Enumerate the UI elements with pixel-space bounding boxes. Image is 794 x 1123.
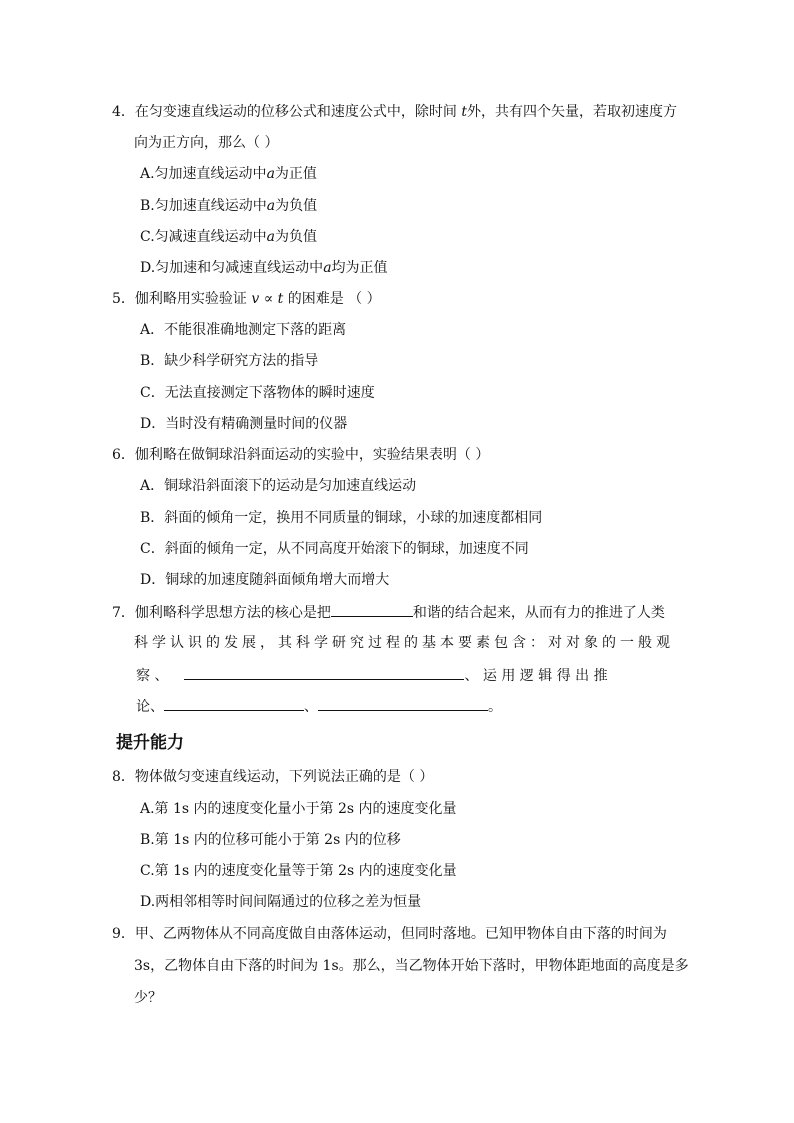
question-4-line-2: 向为正方向，那么（ ） (134, 135, 279, 151)
q4-option-b (140, 196, 317, 216)
q4-option-a (140, 164, 317, 184)
q8-option-a: A.第 1s 内的速度变化量小于第 2s 内的速度变化量 (140, 801, 457, 817)
question-7-line-3 (136, 665, 608, 686)
q4-var-t: t (461, 104, 467, 120)
question-9-line-1: 9．甲、乙两物体从不同高度做自由落体运动，但同时落地。已知甲物体自由下落的时间为 (112, 926, 667, 942)
section-heading: 提升能力 (116, 733, 184, 753)
q7-line4-c: 。 (488, 699, 502, 715)
q4-option-d-pre: D.匀加速和匀减速直线运动中 (140, 260, 324, 276)
q4-text-b: 外，共有四个矢量，若取初速度方 (467, 104, 677, 120)
question-9-line-2: 3s，乙物体自由下落的时间为 1s。那么，当乙物体开始下落时，甲物体距地面的高度是多 (134, 958, 689, 974)
question-5-stem (112, 289, 381, 309)
q4-option-a-pre: A.匀加速直线运动中 (140, 166, 267, 182)
q7-line4-a: 论、 (136, 699, 164, 715)
q5-option-d: D．当时没有精确测量时间的仪器 (140, 416, 348, 432)
q7-line1-a: 7．伽利略科学思想方法的核心是把 (112, 605, 331, 621)
question-6-stem: 6．伽利略在做铜球沿斜面运动的实验中，实验结果表明（ ） (112, 447, 490, 463)
q6-option-a: A．铜球沿斜面滚下的运动是匀加速直线运动 (140, 478, 417, 494)
q8-option-c: C.第 1s 内的速度变化量等于第 2s 内的速度变化量 (140, 863, 457, 879)
q4-option-a-var: a (266, 166, 275, 182)
q4-option-a-post: 为正值 (274, 166, 317, 182)
q7-blank-1[interactable] (331, 602, 413, 617)
q4-option-b-post: 为负值 (275, 198, 318, 214)
q4-option-c (140, 227, 317, 247)
q4-option-b-pre: B.匀加速直线运动中 (140, 198, 267, 214)
q7-blank-2[interactable] (184, 665, 464, 680)
q4-option-d (140, 258, 388, 278)
q7-blank-4[interactable] (318, 696, 488, 711)
q4-option-c-var: a (266, 229, 276, 245)
q5-post: 的困难是 （ ） (283, 291, 381, 307)
q7-line3-a: 察 、 (136, 668, 169, 684)
q5-option-c: C．无法直接测定下落物体的瞬时速度 (140, 385, 375, 401)
q5-option-b: B．缺少科学研究方法的指导 (140, 353, 319, 369)
q7-blank-3[interactable] (164, 696, 304, 711)
q5-pre: 5．伽利略用实验验证 (112, 291, 252, 307)
q4-option-c-post: 为负值 (275, 229, 318, 245)
q4-option-c-pre: C.匀减速直线运动中 (140, 229, 267, 245)
question-9-line-3: 少？ (134, 990, 162, 1006)
question-4-line-1 (112, 102, 677, 122)
question-7-line-1 (112, 602, 665, 623)
q5-formula: v ∝ t (251, 291, 284, 307)
q6-option-c: C．斜面的倾角一定，从不同高度开始滚下的铜球，加速度不同 (140, 541, 529, 557)
q7-line3-b: 、 运 用 逻 辑 得 出 推 (464, 668, 608, 684)
q5-option-a: A．不能很准确地测定下落的距离 (140, 322, 347, 338)
q4-option-d-post: 均为正值 (331, 260, 388, 276)
q8-option-d: D.两相邻相等时间间隔通过的位移之差为恒量 (140, 894, 422, 910)
question-8-stem: 8．物体做匀变速直线运动，下列说法正确的是（ ） (112, 769, 434, 785)
q4-option-b-var: a (266, 198, 276, 214)
q4-option-d-var: a (323, 260, 332, 276)
q4-text-a: 4．在匀变速直线运动的位移公式和速度公式中，除时间 (112, 104, 462, 120)
q7-line1-b: 和谐的结合起来，从而有力的推进了人类 (412, 605, 665, 621)
question-7-line-4 (136, 696, 502, 717)
q7-line4-b: 、 (304, 699, 318, 715)
q6-option-d: D．铜球的加速度随斜面倾角增大而增大 (140, 572, 390, 588)
q8-option-b: B.第 1s 内的位移可能小于第 2s 内的位移 (140, 832, 401, 848)
q6-option-b: B．斜面的倾角一定，换用不同质量的铜球，小球的加速度都相同 (140, 510, 543, 526)
question-7-line-2: 科学认识的发展，其科学研究过程的基本要素包含：对对象的一般观 (134, 635, 674, 651)
